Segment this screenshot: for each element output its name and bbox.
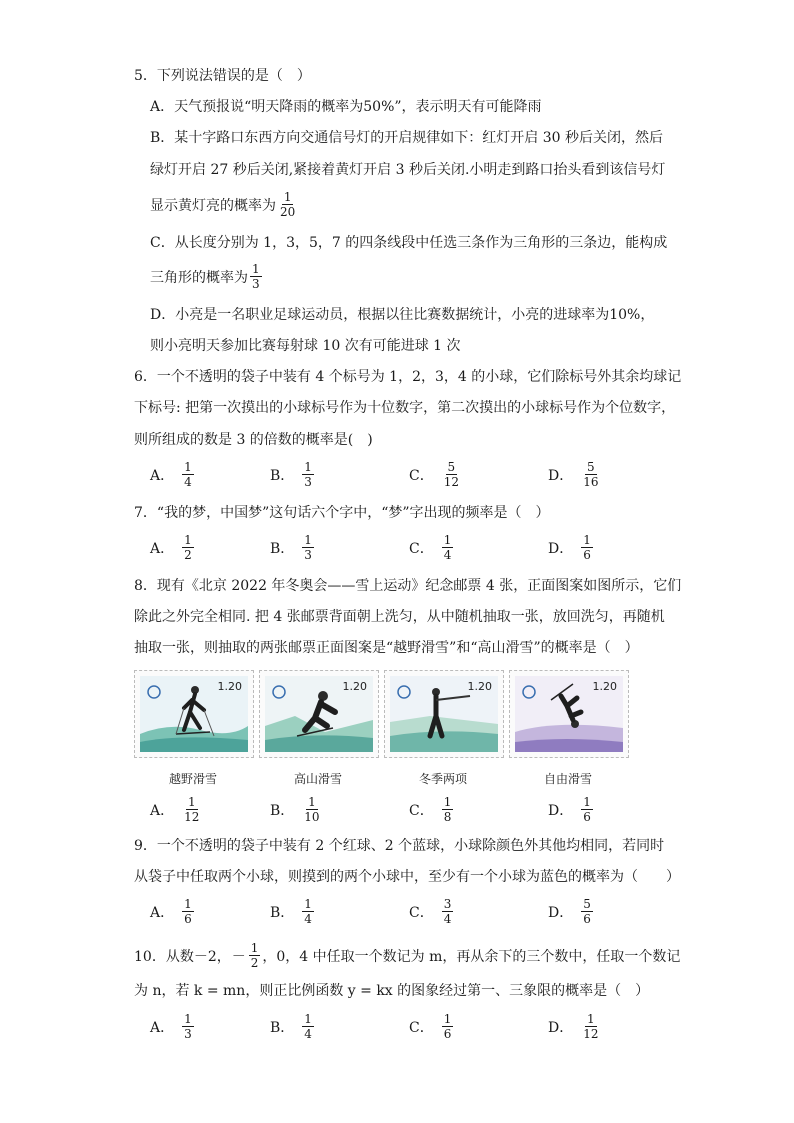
choice-label: A． xyxy=(150,467,175,484)
choice-label: D． xyxy=(548,802,574,819)
choice-label: A． xyxy=(150,904,175,921)
choice-label: A． xyxy=(150,802,175,819)
fraction-numerator: 1 xyxy=(443,795,452,809)
fraction-numerator: 1 xyxy=(184,460,192,474)
q5-option-c-fraction xyxy=(250,262,262,291)
q8-choice-a xyxy=(150,795,203,824)
choice-fraction xyxy=(442,533,454,562)
choice-label: C． xyxy=(409,467,434,484)
stamp-value: 1.20 xyxy=(467,680,492,693)
fraction-numerator: 1 xyxy=(587,1012,595,1026)
choice-label: D． xyxy=(548,904,574,921)
caption-cross-country-skiing: 越野滑雪 xyxy=(168,772,217,786)
fraction-denominator: 3 xyxy=(304,475,312,489)
choice-fraction xyxy=(302,897,314,926)
fraction-numerator: 5 xyxy=(587,460,595,474)
fraction-numerator: 1 xyxy=(308,795,316,809)
choice-label: D． xyxy=(548,1019,574,1036)
choice-label: B． xyxy=(270,540,295,557)
q5-option-c-text: 三角形的概率为 xyxy=(150,269,248,286)
choice-fraction xyxy=(302,460,314,489)
choice-fraction xyxy=(182,1012,194,1041)
choice-label: D． xyxy=(548,467,574,484)
q8-choice-d xyxy=(548,795,595,824)
choice-fraction xyxy=(442,897,454,926)
fraction-denominator: 6 xyxy=(583,912,591,926)
fraction-denominator: 6 xyxy=(443,1027,452,1041)
fraction-numerator: 1 xyxy=(184,1012,192,1026)
fraction-denominator: 3 xyxy=(184,1027,192,1041)
fraction-numerator: 1 xyxy=(304,533,312,547)
choice-fraction xyxy=(442,795,454,824)
q5-option-b-fraction xyxy=(278,190,297,219)
q7-choice-d xyxy=(548,533,595,562)
fraction-denominator: 3 xyxy=(304,548,312,562)
fraction-denominator: 12 xyxy=(583,1027,599,1041)
fraction-numerator: 1 xyxy=(184,533,192,547)
choice-label: B． xyxy=(270,467,295,484)
q6-line3: 则所组成的数是 3 的倍数的概率是( ) xyxy=(134,432,373,448)
q9-choice-c xyxy=(409,897,455,926)
fraction-numerator: 1 xyxy=(250,941,259,955)
q10-line1: 10．从数－2， － $\frac{1}{2}$ ，0，4 中任取一个数记为 m，再从余下的三个数中，任取一个数记 xyxy=(134,941,681,970)
q10-line1-fraction xyxy=(249,941,261,970)
fraction-numerator: 1 xyxy=(304,897,312,911)
q10-line1-end: ，0，4 中任取一个数记为 m，再从余下的三个数中，任取一个数记 xyxy=(262,948,681,965)
fraction-denominator: 20 xyxy=(280,205,296,219)
fraction-numerator: 3 xyxy=(443,897,452,911)
q5-option-b-line2: 绿灯开启 27 秒后关闭,紧接着黄灯开启 3 秒后关闭.小明走到路口抬头看到该信号灯 xyxy=(150,162,666,178)
fraction-denominator: 12 xyxy=(184,810,200,824)
stamp-alpine-skiing xyxy=(259,670,379,758)
fraction-numerator: 1 xyxy=(583,795,591,809)
fraction-numerator: 1 xyxy=(283,190,292,204)
choice-fraction xyxy=(581,795,593,824)
choice-label: C． xyxy=(409,1019,434,1036)
q7-choice-b xyxy=(270,533,316,562)
q10-choice-c xyxy=(409,1012,455,1041)
q6-choice-a xyxy=(150,460,196,489)
q10-choice-d xyxy=(548,1012,603,1041)
q8-line1: 8．现有《北京 2022 年冬奥会——雪上运动》纪念邮票 4 张，正面图案如图所示，它们 xyxy=(134,578,682,594)
q5-option-c-line1: C．从长度分别为 1，3，5，7 的四条线段中任选三条作为三角形的三条边，能构成 xyxy=(150,235,668,251)
q5-stem: 5．下列说法错误的是（ ） xyxy=(134,68,311,84)
choice-fraction xyxy=(442,460,461,489)
fraction-numerator: 1 xyxy=(184,897,192,911)
stamp-value: 1.20 xyxy=(592,680,617,693)
fraction-numerator: 1 xyxy=(443,533,452,547)
q10-choice-b xyxy=(270,1012,316,1041)
stamp-freestyle-skiing xyxy=(509,670,629,758)
fraction-denominator: 4 xyxy=(443,548,452,562)
q9-line1: 9．一个不透明的袋子中装有 2 个红球、2 个蓝球，小球除颜色外其他均相同，若同时 xyxy=(134,838,665,854)
caption-biathlon: 冬季两项 xyxy=(418,772,467,786)
q6-line2: 下标号: 把第一次摸出的小球标号作为十位数字，第二次摸出的小球标号作为个位数字， xyxy=(134,400,676,416)
fraction-numerator: 1 xyxy=(443,1012,452,1026)
q7-line1: 7．“我的梦，中国梦”这句话六个字中，“梦”字出现的频率是（ ） xyxy=(134,505,550,521)
choice-fraction xyxy=(581,1012,600,1041)
caption-freestyle-skiing: 自由滑雪 xyxy=(543,772,592,786)
q5-option-b-line1: B．某十字路口东西方向交通信号灯的开启规律如下：红灯开启 30 秒后关闭，然后 xyxy=(150,130,664,146)
fraction-numerator: 1 xyxy=(187,795,196,809)
q9-line2: 从袋子中任取两个小球，则摸到的两个小球中，至少有一个小球为蓝色的概率为（ ） xyxy=(134,869,680,885)
q8-line2: 除此之外完全相同. 把 4 张邮票背面朝上洗匀，从中随机抽取一张，放回洗匀，再随机 xyxy=(134,609,665,625)
q5-option-b-line3 xyxy=(150,190,299,219)
fraction-denominator: 4 xyxy=(184,475,192,489)
choice-label: A． xyxy=(150,540,175,557)
choice-label: C． xyxy=(409,802,434,819)
q5-option-c-line2 xyxy=(150,262,264,291)
fraction-denominator: 4 xyxy=(304,1027,312,1041)
choice-fraction xyxy=(302,1012,314,1041)
choice-label: C． xyxy=(409,904,434,921)
q8-choice-c xyxy=(409,795,455,824)
choice-fraction xyxy=(182,795,201,824)
fraction-denominator: 16 xyxy=(583,475,599,489)
q5-option-b-text: 显示黄灯亮的概率为 xyxy=(150,197,276,214)
stamp-biathlon xyxy=(384,670,504,758)
fraction-numerator: 1 xyxy=(304,1012,312,1026)
choice-label: D． xyxy=(548,540,574,557)
fraction-denominator: 2 xyxy=(184,548,192,562)
fraction-numerator: 5 xyxy=(583,897,591,911)
choice-label: B． xyxy=(270,1019,295,1036)
stamp-cross-country-skiing xyxy=(134,670,254,758)
fraction-numerator: 1 xyxy=(252,262,260,276)
q7-choice-c xyxy=(409,533,455,562)
q9-choice-a xyxy=(150,897,196,926)
stamp-value: 1.20 xyxy=(342,680,367,693)
fraction-numerator: 1 xyxy=(304,460,312,474)
q9-choice-d xyxy=(548,897,595,926)
fraction-denominator: 10 xyxy=(304,810,320,824)
choice-label: C． xyxy=(409,540,434,557)
q6-choice-c xyxy=(409,460,463,489)
q7-choice-a xyxy=(150,533,196,562)
fraction-denominator: 12 xyxy=(443,475,459,489)
choice-fraction xyxy=(302,533,314,562)
choice-label: A． xyxy=(150,1019,175,1036)
fraction-denominator: 4 xyxy=(304,912,312,926)
choice-fraction xyxy=(581,460,600,489)
fraction-denominator: 2 xyxy=(250,956,259,970)
q8-choice-b xyxy=(270,795,324,824)
stamp-value: 1.20 xyxy=(217,680,242,693)
q6-choice-b xyxy=(270,460,316,489)
q10-line1-start: 10．从数－2， xyxy=(134,948,231,965)
fraction-denominator: 4 xyxy=(443,912,452,926)
q6-choice-d xyxy=(548,460,603,489)
choice-label: B． xyxy=(270,904,295,921)
q5-option-d-line1: D．小亮是一名职业足球运动员，根据以往比赛数据统计，小亮的进球率为10%， xyxy=(150,307,655,323)
q10-choice-a xyxy=(150,1012,196,1041)
q9-choice-b xyxy=(270,897,316,926)
fraction-denominator: 6 xyxy=(184,912,192,926)
q6-line1: 6．一个不透明的袋子中装有 4 个标号为 1，2，3，4 的小球，它们除标号外其余均球记 xyxy=(134,369,682,385)
choice-fraction xyxy=(442,1012,454,1041)
caption-alpine-skiing: 高山滑雪 xyxy=(293,772,342,786)
fraction-denominator: 6 xyxy=(583,810,591,824)
fraction-denominator: 3 xyxy=(252,277,260,291)
choice-fraction xyxy=(581,897,593,926)
choice-fraction xyxy=(581,533,593,562)
fraction-numerator: 1 xyxy=(583,533,591,547)
q10-line2: 为 n，若 k = mn，则正比例函数 y = kx 的图象经过第一、三象限的概率是（ ） xyxy=(134,983,650,999)
choice-fraction xyxy=(182,533,194,562)
choice-fraction xyxy=(302,795,321,824)
q5-option-d-line2: 则小亮明天参加比赛每射球 10 次有可能进球 1 次 xyxy=(150,338,461,354)
q5-option-a: A．天气预报说“明天降雨的概率为50%”，表示明天有可能降雨 xyxy=(150,99,542,115)
choice-fraction xyxy=(182,460,194,489)
choice-label: B． xyxy=(270,802,295,819)
fraction-denominator: 8 xyxy=(443,810,452,824)
fraction-numerator: 5 xyxy=(447,460,456,474)
q8-line3: 抽取一张，则抽取的两张邮票正面图案是“越野滑雪”和“高山滑雪”的概率是（ ） xyxy=(134,640,639,656)
fraction-denominator: 6 xyxy=(583,548,591,562)
choice-fraction xyxy=(182,897,194,926)
